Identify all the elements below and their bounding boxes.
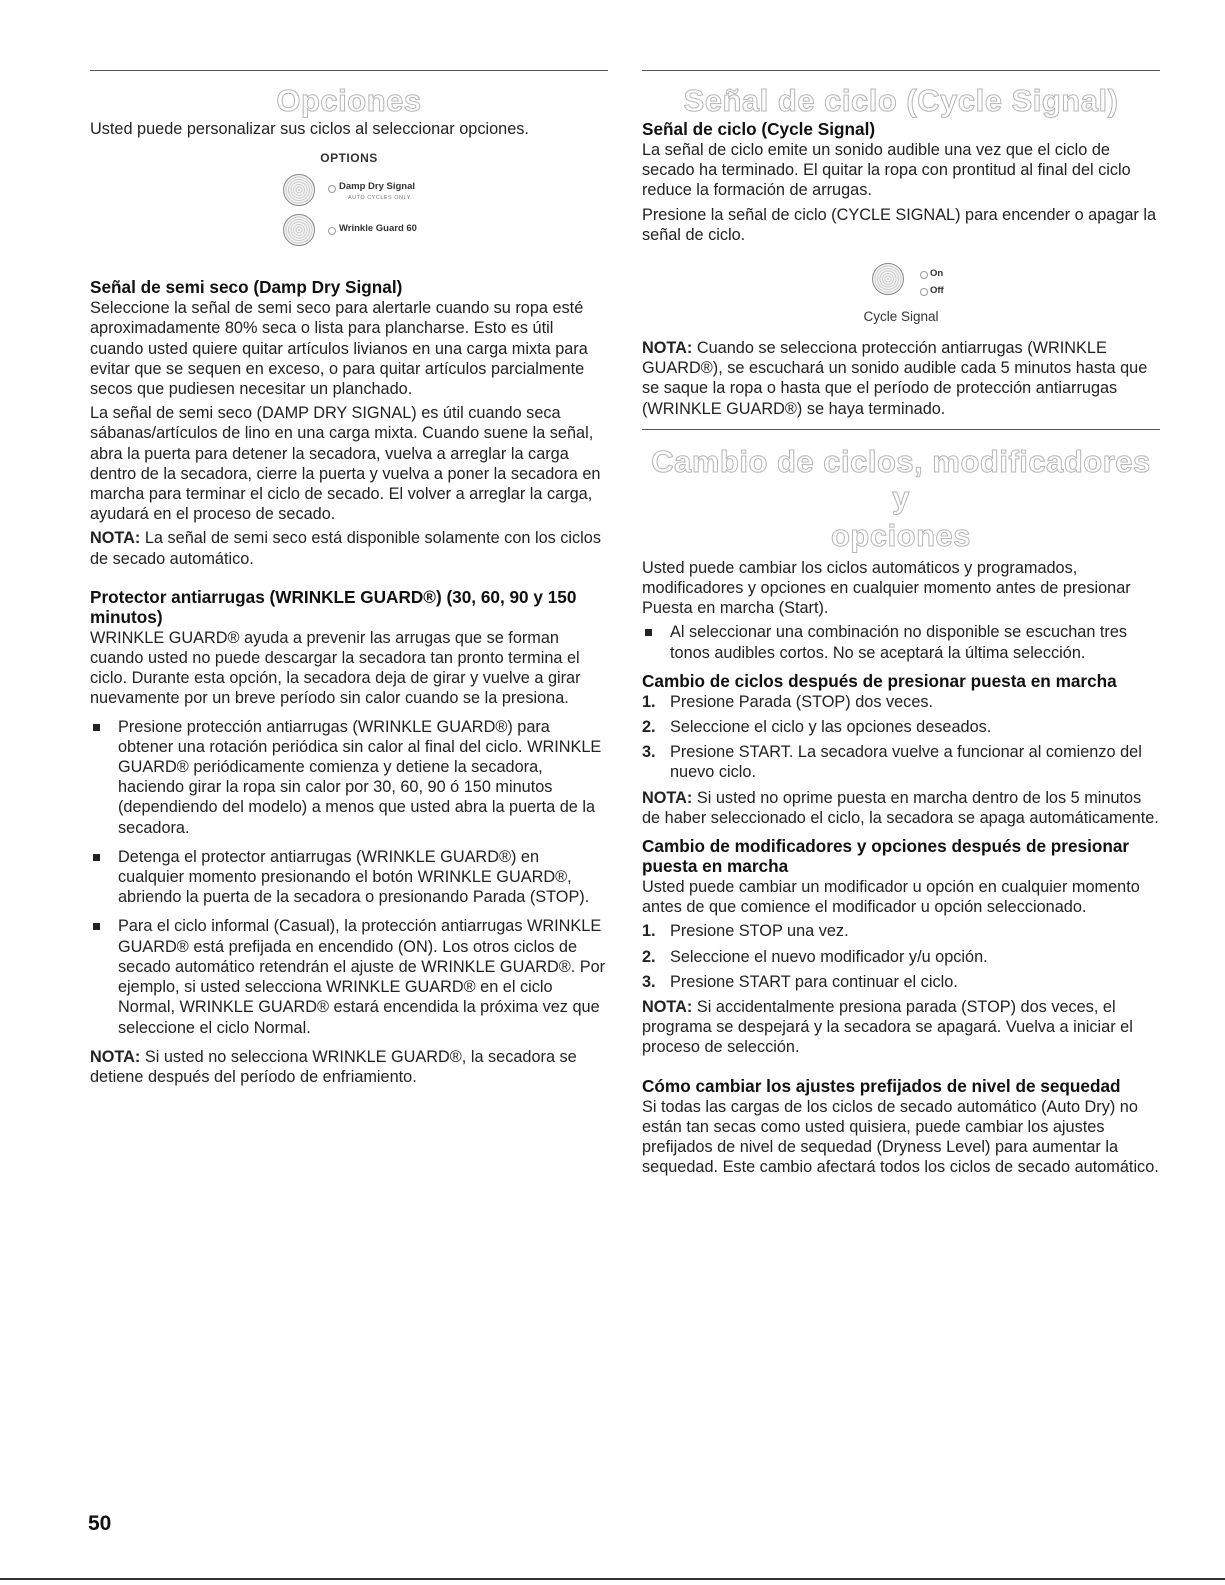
damp-dry-note — [90, 528, 608, 568]
off-led-icon — [920, 288, 928, 296]
nota-label: NOTA: — [90, 1047, 141, 1066]
wrinkle-guard-knob-icon — [283, 214, 315, 246]
after-start-note — [642, 788, 1160, 828]
wrinkle-guard-bullets — [90, 717, 608, 1038]
change-cycles-intro: Usted puede cambiar los ciclos automáticos y programados, modificadores y opciones en cualquier momento antes de presionar Puesta en marcha (Start). — [642, 558, 1131, 618]
wrinkle-guard-paragraph: WRINKLE GUARD® ayuda a prevenir las arrugas que se forman cuando usted no puede descargar la secadora tan pronto termina el ciclo. Durante esta opción, la secadora deja de girar y vuelve a girar nuevamente por un breve período sin calor cuando se la presiona. — [90, 628, 581, 708]
change-cycles-title-line1: Cambio de ciclos, modificadores y — [651, 443, 1151, 515]
step-number: 3. — [642, 743, 656, 762]
nota-label: NOTA: — [642, 339, 693, 358]
cycle-signal-title: Señal de ciclo (Cycle Signal) — [683, 83, 1119, 118]
wrinkle-guard-note — [90, 1047, 608, 1087]
cycle-signal-knob-icon — [872, 263, 904, 295]
step-text: Seleccione el nuevo modificador y/u opción. — [670, 947, 988, 966]
cycle-signal-panel-figure — [642, 249, 1160, 309]
after-start-note-text: Si usted no oprime puesta en marcha dentro de los 5 minutos de haber seleccionado el ciclo, la secadora se apaga automáticamente. — [642, 788, 1159, 827]
square-bullet-icon — [645, 629, 652, 636]
nota-label: NOTA: — [642, 998, 693, 1017]
modifiers-note — [642, 997, 1160, 1058]
bullet-text: Al seleccionar una combinación no disponible se escuchan tres tonos audibles cortos. No se aceptará la última selección. — [670, 623, 1128, 662]
damp-dry-knob-icon — [283, 174, 315, 206]
step-text: Presione Parada (STOP) dos veces. — [670, 692, 934, 711]
wrinkle-guard-bullet — [90, 847, 608, 908]
step-text: Presione START. La secadora vuelve a funcionar al comienzo del nuevo ciclo. — [670, 743, 1142, 782]
step-item — [642, 717, 1160, 737]
right-top-rule — [642, 70, 1160, 71]
dryness-heading: Cómo cambiar los ajustes prefijados de nivel de sequedad — [642, 1075, 1121, 1096]
wrinkle-guard-heading: Protector antiarrugas (WRINKLE GUARD®) (30, 60, 90 y 150 minutos) — [90, 586, 577, 627]
step-number: 2. — [642, 718, 656, 737]
cycle-signal-note-text: Cuando se selecciona protección antiarrugas (WRINKLE GUARD®), se escuchará un sonido audible cada 5 minutos hasta que se saque la ropa o hasta que el período de protección antiarrugas (WRINKLE GUARD®) se haya terminado. — [642, 339, 1148, 418]
bullet-text: Presione protección antiarrugas (WRINKLE GUARD®) para obtener una rotación periódica sin calor al final del ciclo. WRINKLE GUARD® periódicamente comienza y detiene la secadora, haciendo girar la ropa sin calor por 30, 60, 90 ó 150 minutos (dependiendo del modelo) a menos que usted abra la puerta de la secadora. — [118, 717, 602, 837]
left-column — [90, 70, 608, 1091]
dryness-paragraph: Si todas las cargas de los ciclos de secado automático (Auto Dry) no están tan secas como usted quisiera, puede cambiar los ajustes prefijados de nivel de sequedad (Dryness Level) para aumentar la sequedad. Este cambio afectará todos los ciclos de secado automático. — [642, 1097, 1159, 1177]
modifiers-steps — [642, 921, 1160, 992]
after-start-steps — [642, 692, 1160, 783]
nota-label: NOTA: — [90, 529, 141, 548]
modifiers-heading: Cambio de modificadores y opciones después de presionar puesta en marcha — [642, 836, 1130, 877]
square-bullet-icon — [93, 724, 100, 731]
modifiers-intro: Usted puede cambiar un modificador u opción en cualquier momento antes de que comience el modificador u opción seleccionado. — [642, 878, 1140, 917]
damp-dry-note-text: La señal de semi seco está disponible solamente con los ciclos de secado automático. — [90, 529, 601, 568]
after-start-heading: Cambio de ciclos después de presionar puesta en marcha — [642, 670, 1117, 691]
bottom-rule — [0, 1578, 1225, 1580]
bullet-text: Para el ciclo informal (Casual), la protección antiarrugas WRINKLE GUARD® está prefijada en encendido (ON). Los otros ciclos de secado automático retendrán el ajuste de WRINKLE GUARD®. Por ejemplo, si usted selecciona WRINKLE GUARD® en el ciclo Normal, WRINKLE GUARD® estará encendida la próxima vez que seleccione el ciclo Normal. — [118, 917, 606, 1037]
cycle-signal-heading: Señal de ciclo (Cycle Signal) — [642, 119, 876, 139]
step-number: 1. — [642, 692, 656, 711]
step-text: Presione START para continuar el ciclo. — [670, 972, 958, 991]
square-bullet-icon — [93, 923, 100, 930]
left-top-rule — [90, 70, 608, 71]
damp-dry-led-icon — [328, 185, 336, 193]
step-item — [642, 692, 1160, 712]
cycle-signal-note — [642, 338, 1160, 419]
options-panel-figure — [90, 169, 608, 269]
section-rule — [642, 429, 1160, 430]
step-text: Presione STOP una vez. — [670, 922, 849, 941]
damp-dry-sublabel: AUTO CYCLES ONLY — [348, 195, 411, 202]
nota-label: NOTA: — [642, 788, 693, 807]
change-cycles-bullets — [642, 622, 1160, 662]
on-led-icon — [920, 271, 928, 279]
off-label: Off — [930, 285, 944, 297]
options-intro: Usted puede personalizar sus ciclos al seleccionar opciones. — [90, 120, 529, 138]
square-bullet-icon — [93, 854, 100, 861]
step-item — [642, 921, 1160, 941]
damp-dry-heading: Señal de semi seco (Damp Dry Signal) — [90, 277, 403, 298]
step-item — [642, 947, 1160, 967]
page-number: 50 — [88, 1512, 112, 1535]
step-number: 1. — [642, 922, 656, 941]
damp-dry-paragraph-2: La señal de semi seco (DAMP DRY SIGNAL) es útil cuando seca sábanas/artículos de lino en una carga mixta. Cuando suene la señal, abra la puerta para detener la secadora, vuelva a arreglar la carga dentro de la secadora, cierre la puerta y vuelva a poner la secadora en marcha para terminar el ciclo de secado. El volver a arreglar la carga, ayudará en el proceso de secado. — [90, 404, 601, 524]
cycle-signal-caption: Cycle Signal — [863, 309, 939, 325]
wrinkle-guard-led-icon — [328, 227, 336, 235]
damp-dry-label: Damp Dry Signal — [339, 181, 416, 193]
damp-dry-paragraph-1: Seleccione la señal de semi seco para alertarle cuando su ropa esté aproximadamente 80% seca o lista para plancharse. Esto es útil cuando usted quiere quitar artículos livianos en una carga mixta para evitar que se sequen en exceso, o para quitar artículos parcialmente secos que pudiesen necesitar un planchado. — [90, 299, 588, 399]
change-cycles-title-line2: opciones — [830, 517, 972, 553]
wrinkle-guard-note-text: Si usted no selecciona WRINKLE GUARD®, la secadora se detiene después del período de enfriamiento. — [90, 1047, 577, 1086]
cycle-signal-paragraph-2: Presione la señal de ciclo (CYCLE SIGNAL) para encender o apagar la señal de ciclo. — [642, 205, 1157, 244]
options-title: Opciones — [276, 83, 422, 118]
step-number: 3. — [642, 972, 656, 991]
bullet-text: Detenga el protector antiarrugas (WRINKLE GUARD®) en cualquier momento presionando el botón WRINKLE GUARD®, abriendo la puerta de la secadora o presionando Parada (STOP). — [118, 847, 590, 907]
wrinkle-guard-label: Wrinkle Guard 60 — [339, 223, 417, 235]
options-panel-label: OPTIONS — [320, 151, 378, 166]
on-label: On — [930, 268, 944, 280]
step-item — [642, 742, 1160, 782]
wrinkle-guard-bullet — [90, 916, 608, 1037]
step-item — [642, 972, 1160, 992]
right-column — [642, 70, 1160, 1182]
cycle-signal-paragraph-1: La señal de ciclo emite un sonido audible una vez que el ciclo de secado ha terminado. El quitar la ropa con prontitud al final del ciclo reduce la formación de arrugas. — [642, 141, 1131, 200]
wrinkle-guard-bullet — [90, 717, 608, 838]
change-cycles-bullet — [642, 622, 1160, 662]
step-text: Seleccione el ciclo y las opciones deseados. — [670, 718, 992, 737]
step-number: 2. — [642, 947, 656, 966]
modifiers-note-text: Si accidentalmente presiona parada (STOP) dos veces, el programa se despejará y la secadora se apagará. Vuelva a iniciar el proceso de selección. — [642, 998, 1133, 1057]
